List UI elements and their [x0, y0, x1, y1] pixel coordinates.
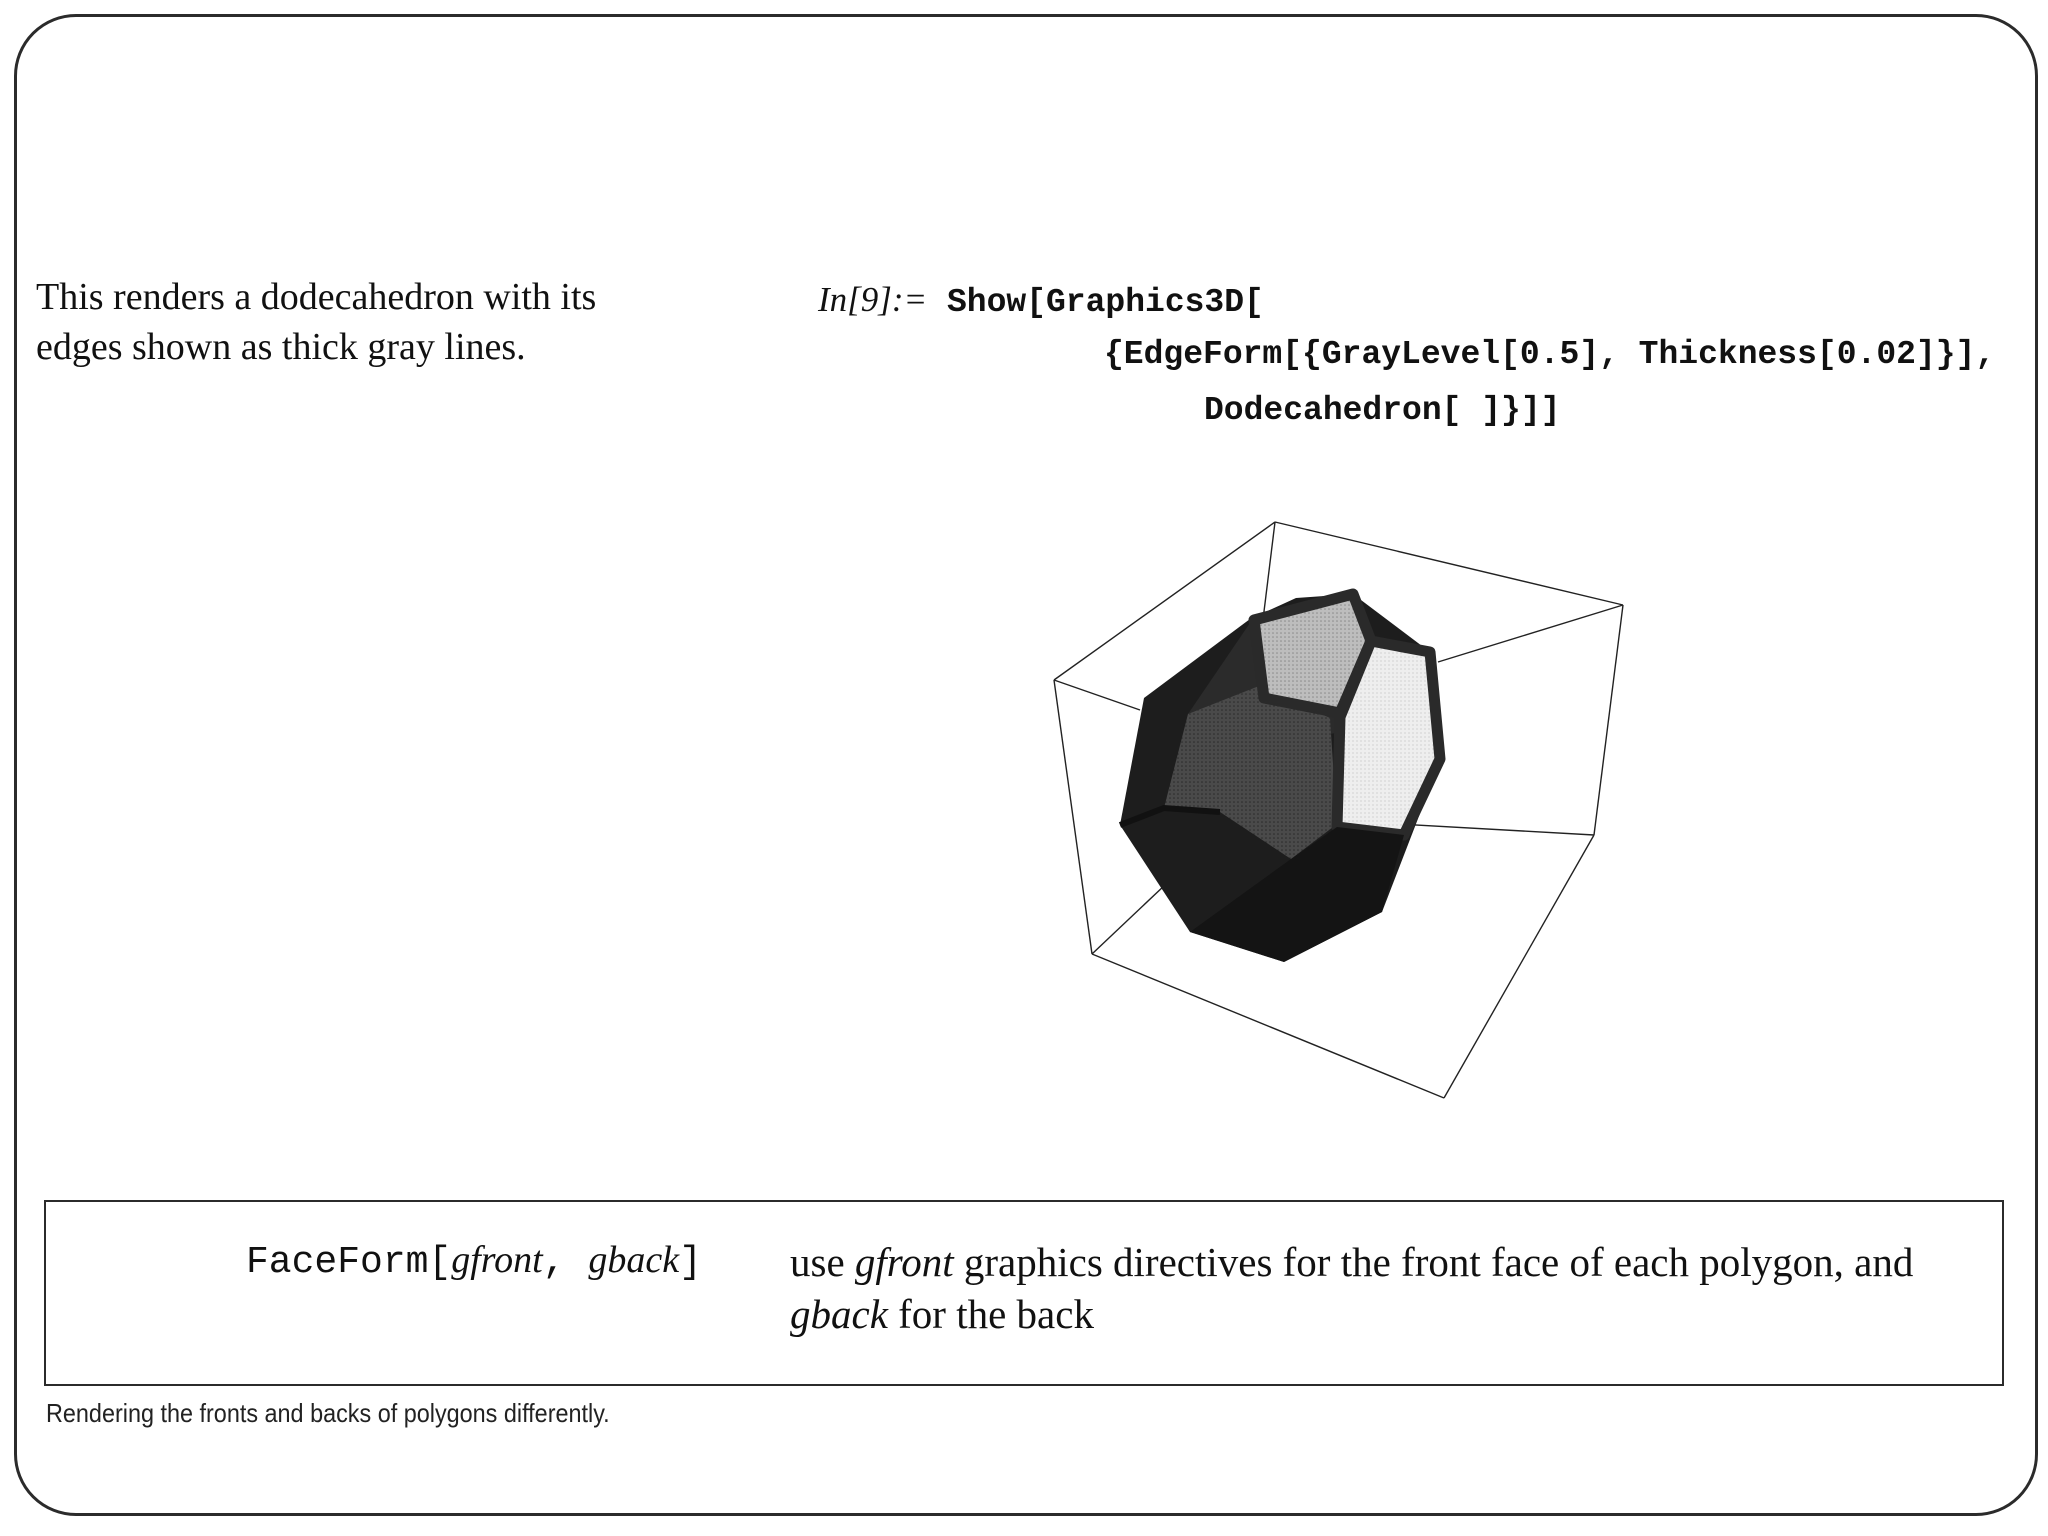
- code-line-3: Dodecahedron[ ]}]]: [1204, 392, 1561, 429]
- desc-text-3: for the back: [887, 1291, 1094, 1337]
- argument-gback: gback: [588, 1239, 680, 1281]
- description-line-2: edges shown as thick gray lines.: [36, 326, 526, 368]
- code-line-2: {EdgeForm[{GrayLevel[0.5], Thickness[0.02]}],: [1104, 336, 1996, 373]
- figure-caption: Rendering the fronts and backs of polygons differently.: [46, 1398, 610, 1428]
- desc-text-1: use: [790, 1239, 855, 1285]
- dodecahedron-shape: [1120, 594, 1441, 962]
- input-prompt: In[9]:=: [818, 280, 928, 319]
- input-line-1: [818, 280, 1264, 321]
- desc-term-gfront: gfront: [854, 1239, 954, 1285]
- function-name: FaceForm[: [246, 1241, 452, 1284]
- code-line-1: Show[Graphics3D[: [946, 284, 1264, 321]
- description-line-1: This renders a dodecahedron with its: [36, 276, 597, 318]
- argument-gfront: gfront: [451, 1239, 543, 1281]
- description-text: [36, 272, 756, 372]
- dodecahedron-figure: [1040, 512, 1640, 1112]
- function-description: [790, 1236, 1920, 1340]
- desc-term-gback: gback: [790, 1291, 888, 1337]
- function-close: ]: [679, 1241, 702, 1284]
- function-signature: [246, 1238, 702, 1284]
- desc-text-2: graphics directives for the front face of each polygon, and: [953, 1239, 1914, 1285]
- argument-separator: ,: [542, 1241, 589, 1284]
